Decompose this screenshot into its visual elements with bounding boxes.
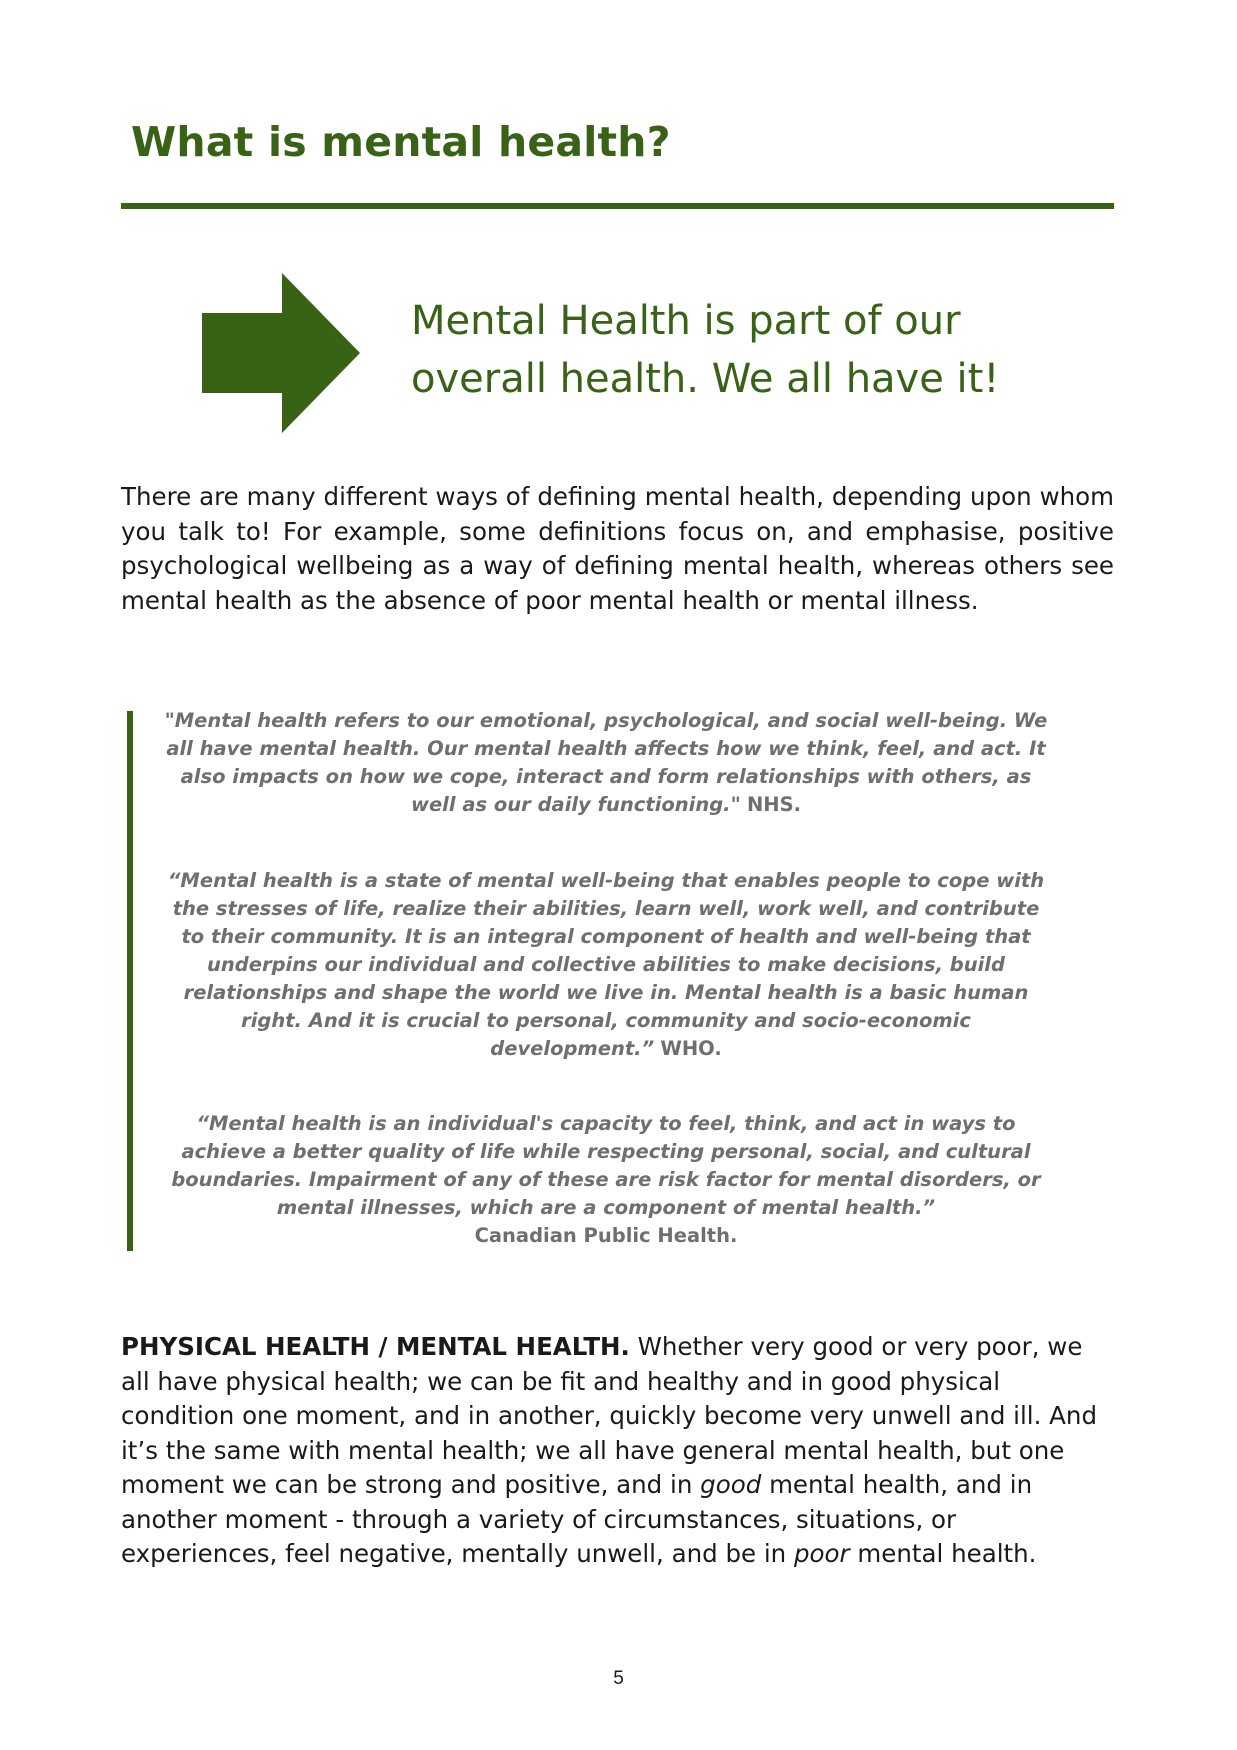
quote-canadian-public-health (160, 1110, 1052, 1250)
paragraph-text-3: mental health. (857, 1539, 1037, 1568)
paragraph-text-1: Whether very good or very poor, we all have physical health; we can be fit and healthy and in good physical condition one moment, and in another, quickly become very unwell and ill. And it’s the same with mental health; we all have general mental health, but one moment we can be strong and positive, and in (121, 1332, 1098, 1499)
quote-source: Canadian Public Health. (474, 1224, 738, 1247)
page-title: What is mental health? (131, 118, 671, 166)
callout-text: Mental Health is part of our overall health. We all have it! (411, 298, 1000, 402)
quote-text: "Mental health refers to our emotional, psychological, and social well-being. We all have mental health. Our mental health affects how we think, feel, and act. It also impacts on how we cope, interact and form relationships with others, as well as our daily functioning." (164, 709, 1048, 816)
title-divider (121, 203, 1114, 209)
quote-text: “Mental health is an individual's capacity to feel, think, and act in ways to achieve a better quality of life while respecting personal, social, and cultural boundaries. Impairment of any of these are risk factor for mental disorders, or mental illnesses, which are a component of mental health.” (171, 1112, 1041, 1219)
arrow-shape (202, 273, 360, 433)
paragraph-heading: PHYSICAL HEALTH / MENTAL HEALTH. (121, 1332, 630, 1361)
page-number: 5 (613, 1668, 624, 1689)
emphasis-good: good (700, 1470, 762, 1499)
quote-nhs (160, 707, 1052, 819)
quote-who (160, 867, 1052, 1063)
physical-mental-paragraph (121, 1330, 1114, 1572)
quote-source: NHS. (746, 793, 802, 816)
quote-source: WHO. (660, 1037, 722, 1060)
emphasis-poor: poor (794, 1539, 850, 1568)
intro-paragraph: There are many different ways of defining mental health, depending upon whom you talk to! For example, some definitions focus on, and emphasise, positive psychological wellbeing as a way of defining mental health, whereas others see mental health as the absence of poor mental health or mental illness. (121, 482, 1114, 615)
quote-bar (127, 711, 133, 1251)
quote-text: “Mental health is a state of mental well-being that enables people to cope with the stresses of life, realize their abilities, learn well, work well, and contribute to their community. It is an integral component of health and well-being that underpins our individual and collective abilities to make decisions, build relationships and shape the world we live in. Mental health is a basic human right. And it is crucial to personal, community and socio-economic development.” (167, 869, 1045, 1060)
arrow-right-icon (202, 273, 360, 433)
paragraph-text-2: mental health, and in another moment - through a variety of circumstances, situations, or experiences, feel negative, mentally unwell, and be in (121, 1470, 1033, 1568)
